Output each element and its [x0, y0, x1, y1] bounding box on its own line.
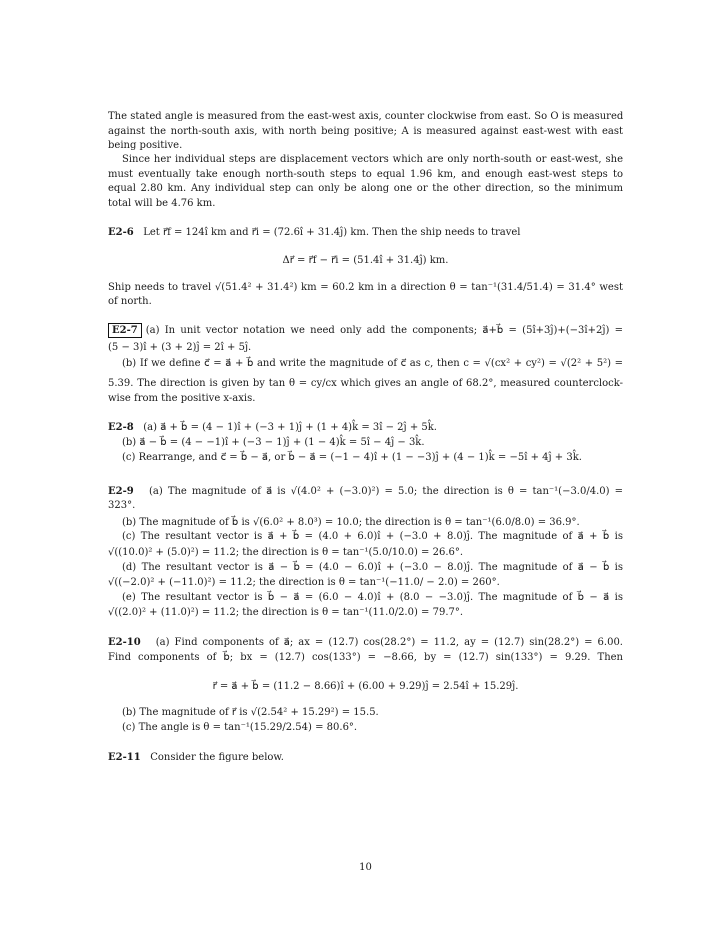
document-page	[108, 0, 623, 942]
text-line: total will be 4.76 km.	[108, 198, 216, 209]
exercise-e2-8: E2-8 (a) a⃗ + b⃗ = (4 − 1)î + (−3 + 1)ĵ + (1 + 4)k̂ = 3î − 2ĵ + 5k̂.	[108, 422, 437, 433]
text-line: (5 − 3)î + (3 + 2)ĵ = 2î + 5ĵ.	[108, 342, 252, 353]
text-line: (b) The magnitude of b⃗ is √(6.0² + 8.0³) = 10.0; the direction is θ = tan⁻¹(6.0/8.0) = 36.9°.	[122, 517, 580, 528]
text-line: 5.39. The direction is given by tan θ = cy/cx which gives an angle of 68.2°, measured counterclock-	[108, 378, 623, 389]
exercise-label: E2-6	[108, 227, 134, 238]
page-number: 10	[359, 862, 372, 873]
exercise-label-boxed: E2-7	[108, 323, 142, 338]
text-line: wise from the positive x-axis.	[108, 393, 256, 404]
exercise-label: E2-8	[108, 422, 134, 433]
text-line: (b) The magnitude of r⃗ is √(2.54² + 15.29²) = 15.5.	[122, 707, 379, 718]
exercise-e2-7: E2-7 (a) In unit vector notation we need only add the components; a⃗+b⃗ = (5î+3ĵ)+(−3î+2ĵ) =	[108, 323, 623, 338]
exercise-e2-10: E2-10 (a) Find components of a⃗; ax = (12.7) cos(28.2°) = 11.2, ay = (12.7) sin(28.2°) = 6.00.	[108, 637, 623, 648]
text-line: The stated angle is measured from the east-west axis, counter clockwise from east. So O is measured	[108, 111, 624, 122]
text-line: (c) The angle is θ = tan⁻¹(15.29/2.54) = 80.6°.	[122, 722, 358, 733]
exercise-e2-9: E2-9 (a) The magnitude of a⃗ is √(4.0² + (−3.0)²) = 5.0; the direction is θ = tan⁻¹(−3.0/4.0) =	[108, 486, 623, 497]
text-line: √((−2.0)² + (−11.0)²) = 11.2; the direction is θ = tan⁻¹(−11.0/ − 2.0) = 260°.	[108, 577, 500, 588]
text-line: of north.	[108, 296, 152, 307]
text-line: (c) Rearrange, and c⃗ = b⃗ − a⃗, or b⃗ − a⃗ = (−1 − 4)î + (1 − −3)ĵ + (4 − 1)k̂ = −5î + 4ĵ + 3k̂.	[122, 452, 582, 463]
text-line: Since her individual steps are displacement vectors which are only north-south or east-west, she	[122, 154, 623, 165]
equation: r⃗ = a⃗ + b⃗ = (11.2 − 8.66)î + (6.00 + 9.29)ĵ = 2.54î + 15.29ĵ.	[212, 681, 519, 692]
exercise-label: E2-9	[108, 486, 134, 497]
equation: Δr⃗ = r⃗f − r⃗i = (51.4î + 31.4ĵ) km.	[282, 255, 449, 266]
exercise-e2-6: E2-6 Let r⃗f = 124î km and r⃗i = (72.6î + 31.4ĵ) km. Then the ship needs to travel	[108, 227, 521, 238]
exercise-label: E2-10	[108, 637, 141, 648]
text-line: √((10.0)² + (5.0)²) = 11.2; the direction is θ = tan⁻¹(5.0/10.0) = 26.6°.	[108, 547, 464, 558]
text-line: 323°.	[108, 500, 136, 511]
text-line: (d) The resultant vector is a⃗ − b⃗ = (4.0 − 6.0)î + (−3.0 − 8.0)ĵ. The magnitude of a⃗ − b⃗ is	[122, 562, 623, 573]
text-line: (e) The resultant vector is b⃗ − a⃗ = (6.0 − 4.0)î + (8.0 − −3.0)ĵ. The magnitude of b⃗ − a⃗ is	[122, 592, 623, 603]
text-line: equal 2.80 km. Any individual step can only be along one or the other direction, so the minimum	[108, 183, 623, 194]
text-line: being positive.	[108, 140, 183, 151]
exercise-e2-11: E2-11 Consider the figure below.	[108, 752, 284, 763]
exercise-label: E2-11	[108, 752, 141, 763]
text-line: (b) If we define c⃗ = a⃗ + b⃗ and write the magnitude of c⃗ as c, then c = √(cx² + cy²) = √(2² + 5²) =	[122, 358, 623, 369]
text-line: Ship needs to travel √(51.4² + 31.4²) km = 60.2 km in a direction θ = tan⁻¹(31.4/51.4) = 31.4° west	[108, 282, 623, 293]
text-line: (b) a⃗ − b⃗ = (4 − −1)î + (−3 − 1)ĵ + (1 − 4)k̂ = 5î − 4ĵ − 3k̂.	[122, 437, 425, 448]
text-line: must eventually take enough north-south steps to equal 1.96 km, and enough east-west steps to	[108, 169, 623, 180]
text-line: √((2.0)² + (11.0)²) = 11.2; the direction is θ = tan⁻¹(11.0/2.0) = 79.7°.	[108, 607, 464, 618]
text-line: against the north-south axis, with north being positive; A is measured against east-west with east	[108, 126, 623, 137]
text-line: (c) The resultant vector is a⃗ + b⃗ = (4.0 + 6.0)î + (−3.0 + 8.0)ĵ. The magnitude of a⃗ + b⃗ is	[122, 531, 623, 542]
text-line: Find components of b⃗; bx = (12.7) cos(133°) = −8.66, by = (12.7) sin(133°) = 9.29. Then	[108, 652, 623, 663]
